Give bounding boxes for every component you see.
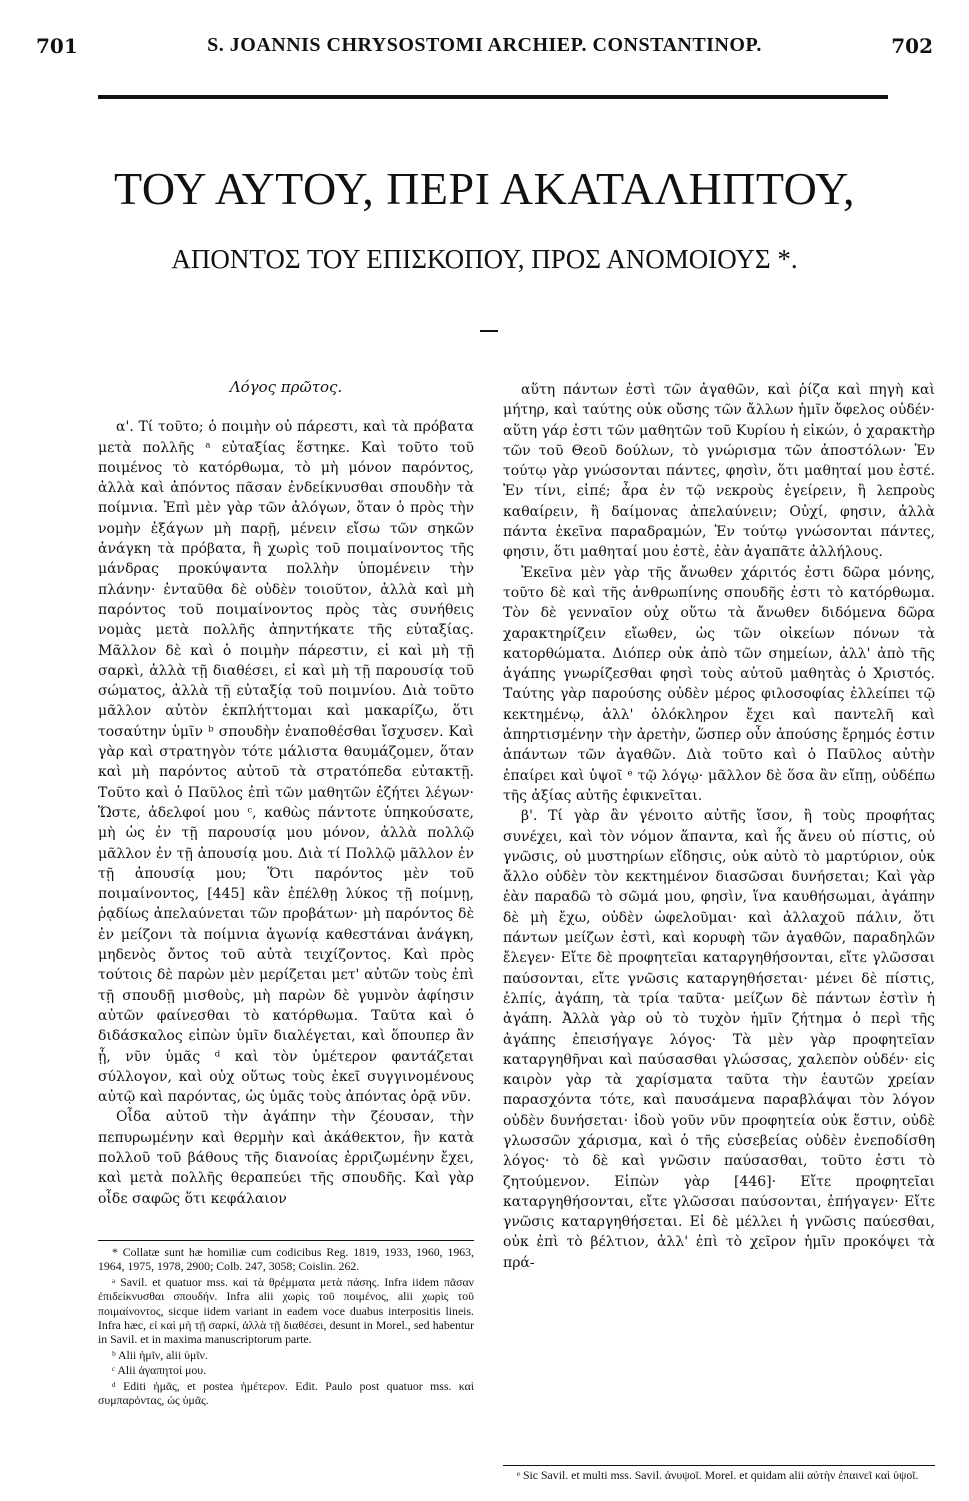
right-column bbox=[503, 380, 935, 1273]
footnote: * Collatæ sunt hæ homiliæ cum codicibus Reg. 1819, 1933, 1960, 1963, 1964, 1975, 1978, 2900; Colb. 247, 3058; Coislin. 262. bbox=[98, 1245, 474, 1274]
running-header bbox=[36, 34, 933, 60]
footnote: ᶜ Alii ἀγαπητοί μου. bbox=[112, 1363, 207, 1378]
footnote: ᵈ Editi ἡμᾶς, et postea ἡμέτερον. Edit. Paulo post quatuor mss. καὶ συμπαρόντας, ὡς ὑμᾶς. bbox=[98, 1378, 474, 1408]
footnote: ᵃ Savil. et quatuor mss. καὶ τὰ θρέμματα μετὰ πάσης. Infra iidem πᾶσαν ἐπιδείκνυσθαι σπουδήν. Infra alii χωρὶς τοῦ ποιμένος, alii χωρὶς τοῦ ποιμαίνοντος, sicque iidem variant in eadem voce duabus interpositis lineis. Infra hæc, εἰ καὶ μὴ τῇ σαρκί, ἀλλὰ τῇ διαθέσει, desunt in Morel., sed habentur in Savil. et in maxima manuscriptorum parte. bbox=[98, 1274, 474, 1347]
footnote-separator bbox=[98, 1240, 474, 1241]
paragraph: α'. Τί τοῦτο; ὁ ποιμὴν οὐ πάρεστι, καὶ τὰ πρόβατα μετὰ πολλῆς ᵃ εὐταξίας ἕστηκε. Καὶ τοῦτο τοῦ ποιμένος τὸ κατόρθωμα, τὸ μὴ μόνον παρόντος, ἀλλὰ καὶ ἀπόντος πᾶσαν ἐνδείκνυσθαι σπουδὴν τὰ ποίμνια. Ἐπὶ μὲν γὰρ τῶν ἀλόγων, ὅταν ὁ πρὸς τὴν νομὴν ἐξάγων μὴ παρῇ, μένειν εἴσω τῶν σηκῶν ἀνάγκη τὰ πρόβατα, ἢ χωρὶς τοῦ ποιμαίνοντος τῆς μάνδρας προκύψαντα πολλὴν ὑπομένειν τὴν πλάνην· ἐνταῦθα δὲ οὐδὲν τοιοῦτον, ἀλλὰ καὶ μὴ παρόντος τοῦ ποιμαίνοντος πρὸς τὰς συνήθεις νομὰς μετὰ πολλῆς ἀπηντήκατε τῆς εὐταξίας. Μᾶλλον δὲ καὶ ὁ ποιμὴν πάρεστιν, εἰ καὶ μὴ τῇ σαρκὶ, ἀλλὰ τῇ διαθέσει, εἰ καὶ μὴ τῇ παρουσίᾳ τοῦ σώματος, ἀλλὰ τῇ εὐταξίᾳ τοῦ ποιμνίου. Διὰ τοῦτο μᾶλλον αὐτὸν ἐκπλήττομαι καὶ μακαρίζω, ὅτι τοσαύτην ὑμῖν ᵇ σπουδὴν ἐναποθέσθαι ἴσχυσεν. Καὶ γὰρ καὶ στρατηγὸν τότε μάλιστα θαυμάζομεν, ὅταν καὶ μὴ παρόντος αὐτοῦ τὰ στρατόπεδα εὐτακτῇ. Τοῦτο καὶ ὁ Παῦλος ἐπὶ τῶν μαθητῶν ἐζήτει λέγων· Ὥστε, ἀδελφοί μου ᶜ, καθὼς πάντοτε ὑπηκούσατε, μὴ ὡς ἐν τῇ παρουσίᾳ μου μόνον, ἀλλὰ πολλῷ μᾶλλον ἐν τῇ ἀπουσίᾳ μου. Διὰ τί Πολλῷ μᾶλλον ἐν τῇ ἀπουσίᾳ μου; Ὅτι παρόντος μὲν τοῦ ποιμαίνοντος, [445] κἂν ἐπέλθῃ λύκος τῇ ποίμνῃ, ῥᾳδίως ἀπελαύνεται τῶν προβάτων· μὴ παρόντος δὲ ἐν μείζονι τὰ ποίμνια ἀγωνίᾳ καθεστάναι ἀνάγκη, μηδενὸς ὄντος τοῦ αὐτὰ τειχίζοντος. Καὶ πρὸς τούτοις δὲ παρὼν μὲν μερίζεται μετ' αὐτῶν τοὺς ἐπὶ τῇ σπουδῇ μισθοὺς, μὴ παρὼν δὲ γυμνὸν ἀφίησιν αὐτῶν φαίνεσθαι τὸ κατόρθωμα. Ταῦτα καὶ ὁ διδάσκαλος εἰπὼν ὑμῖν διαλέγεται, καὶ ὅπουπερ ἂν ᾖ, νῦν ὑμᾶς ᵈ καὶ τὸν ὑμέτερον φαντάζεται σύλλογον, καὶ οὐχ οὕτως τοὺς ἐκεῖ συγγινομένους αὐτῷ καὶ παρόντας, ὡς ὑμᾶς τοὺς ἀπόντας ὁρᾷ νῦν. bbox=[98, 419, 474, 1106]
left-column bbox=[98, 377, 474, 1209]
footnote-separator bbox=[503, 1465, 935, 1466]
header-rule bbox=[98, 95, 888, 99]
paragraph: Ἐκεῖνα μὲν γὰρ τῆς ἄνωθεν χάριτός ἐστι δῶρα μόνης, τοῦτο δὲ καὶ τῆς ἀνθρωπίνης σπουδῆς ἐστι τὸ κατόρθωμα. Τὸν δὲ γενναῖον οὐχ οὕτω τὰ ἄνωθεν διδόμενα δῶρα χαρακτηρίζειν εἴωθεν, ὡς τῶν οἰκείων πόνων τὰ κατορθώματα. Διόπερ οὐκ ἀπὸ τῶν σημείων, ἀλλ' ἀπὸ τῆς ἀγάπης γνωρίζεσθαι φησὶ τοὺς αὐτοῦ μαθητὰς ὁ Χριστός. Ταύτης γὰρ παρούσης οὐδὲν μέρος φιλοσοφίας ἐλλείπει τῷ κεκτημένῳ, ἀλλ' ὁλόκληρον ἔχει καὶ παντελῆ καὶ ἀπηρτισμένην τὴν ἀρετὴν, ὥσπερ οὖν ἀπούσης ἔρημός ἐστιν ἁπάντων τῶν ἀγαθῶν. Διὰ τοῦτο καὶ ὁ Παῦλος αὐτὴν ἐπαίρει καὶ ὑψοῖ ᵉ τῷ λόγῳ· μᾶλλον δὲ ὅσα ἂν εἴπῃ, οὐδέπω τῆς ἀξίας αὐτῆς ἐφικνεῖται. bbox=[503, 564, 935, 804]
running-title: S. JOANNIS CHRYSOSTOMI ARCHIEP. CONSTANTINOP. bbox=[207, 34, 762, 56]
paragraph: αὕτη πάντων ἐστὶ τῶν ἀγαθῶν, καὶ ῥίζα καὶ πηγὴ καὶ μήτηρ, καὶ ταύτης οὐκ οὔσης τῶν ἄλλων ἡμῖν ὄφελος οὐδέν· αὕτη γάρ ἐστι τῶν μαθητῶν τοῦ Κυρίου ἡ εἰκών, ὁ χαρακτὴρ τῶν τοῦ Θεοῦ δούλων, τὸ γνώρισμα τῶν ἀποστόλων· Ἐν τούτῳ γὰρ γνώσονται πάντες, φησὶν, ὅτι μαθηταί μου ἐστέ. Ἐν τίνι, εἰπέ; ἆρα ἐν τῷ νεκροὺς ἐγείρειν, ἢ λεπροὺς καθαίρειν, ἢ δαίμονας ἀπελαύνειν; Οὐχί, φησιν, ἀλλὰ πάντα ἐκεῖνα παραδραμών, Ἐν τούτῳ γνώσονται πάντες, φησιν, ὅτι μαθηταί μου ἐστὲ, ἐὰν ἀγαπᾶτε ἀλλήλους. bbox=[503, 382, 935, 561]
page-title: ΤΟΥ ΑΥΤΟΥ, ΠΕΡΙ ΑΚΑΤΑΛΗΠΤΟΥ, bbox=[114, 163, 855, 214]
footnote: ᵇ Alii ἡμῖν, alii ὑμῖν. bbox=[112, 1347, 208, 1362]
section-heading: Λόγος πρῶτος. bbox=[229, 378, 343, 396]
footnote: ᵉ Sic Savil. et multi mss. Savil. ἀνυψοῖ. Morel. et quidam alii αὐτὴν ἐπαινεῖ καὶ ὑψοῖ. bbox=[517, 1468, 919, 1482]
paragraph: Οἶδα αὐτοῦ τὴν ἀγάπην τὴν ζέουσαν, τὴν πεπυρωμένην καὶ θερμὴν καὶ ἀκάθεκτον, ἣν κατὰ πολλοῦ τοῦ βάθους τῆς διανοίας ἐρριζωμένην ἔχει, καὶ μετὰ πολλῆς θεραπεύει τῆς σπουδῆς. Καὶ γὰρ οἶδε σαφῶς ὅτι κεφάλαιον bbox=[98, 1109, 474, 1207]
paragraph: β'. Τί γὰρ ἂν γένοιτο αὐτῆς ἴσον, ἢ τοὺς προφήτας συνέχει, καὶ τὸν νόμον ἅπαντα, καὶ ἧς ἄνευ οὐ πίστις, οὐ γνῶσις, οὐ μυστηρίων εἴδησις, οὐκ αὐτὸ τὸ μαρτύριον, οὐκ ἄλλο οὐδὲν τὸν κεκτημένον διασῶσαι δυνήσεται; Καὶ γὰρ ἐὰν παραδῶ τὸ σῶμά μου, φησὶν, ἵνα καυθήσωμαι, ἀγάπην δὲ μὴ ἔχω, οὐδὲν ὠφελοῦμαι· καὶ ἀλλαχοῦ πάλιν, ὅτι πάντων μείζων ἐστὶ, καὶ κορυφὴ τῶν ἀγαθῶν, παραδηλῶν ἔλεγεν· Εἴτε δὲ προφητεῖαι καταργηθήσονται, εἴτε γλῶσσαι παύσονται, εἴτε γνῶσις καταργηθήσεται· μένει δὲ πίστις, ἐλπίς, ἀγάπη, τὰ τρία ταῦτα· μείζων δὲ πάντων ἐστὶν ἡ ἀγάπη. Ἀλλὰ γὰρ οὐ τὸ τυχὸν ἡμῖν ζήτημα ὁ περὶ τῆς ἀγάπης ἐπεισήγαγε λόγος· Τὰ μὲν γὰρ προφητεῖαν καταργηθῆναι καὶ παύσασθαι γλώσσας, χαλεπὸν οὐδέν· εἰς καιρὸν γὰρ τὰ χαρίσματα ταῦτα τὴν ἑαυτῶν χρείαν παρασχόντα τότε, καὶ παυσάμενα παραβλάψαι τὸν λόγον οὐδὲν δυνήσεται· ἰδοὺ γοῦν νῦν προφητεία οὐκ ἔστιν, οὐδὲ γλωσσῶν χάρισμα, καὶ ὁ τῆς εὐσεβείας οὐδὲν ἐνεποδίσθη λόγος· τὸ δὲ καὶ γνῶσιν παύσασθαι, τοῦτο ἐστι τὸ ζητούμενον. Εἰπὼν γὰρ [446]· Εἴτε προφητεῖαι καταργηθήσονται, εἴτε γλῶσσαι παύσονται, ἐπήγαγεν· Εἴτε γνῶσις καταργηθήσεται. Εἰ δὲ μέλλει ἡ γνῶσις παύεσθαι, οὐκ ἐπὶ τὸ βέλτιον, ἀλλ' ἐπὶ τὸ χεῖρον ἡμῖν προκόψει τὰ πρά- bbox=[503, 808, 935, 1271]
page-number-left: 701 bbox=[36, 34, 78, 58]
page-subtitle: ΑΠΟΝΤΟΣ ΤΟΥ ΕΠΙΣΚΟΠΟΥ, ΠΡΟΣ ΑΝΟΜΟΙΟΥΣ *. bbox=[171, 244, 798, 274]
footnotes-right bbox=[503, 1468, 935, 1482]
title-dash bbox=[480, 330, 498, 332]
page-number-right: 702 bbox=[891, 34, 933, 58]
footnotes-left bbox=[98, 1245, 474, 1408]
